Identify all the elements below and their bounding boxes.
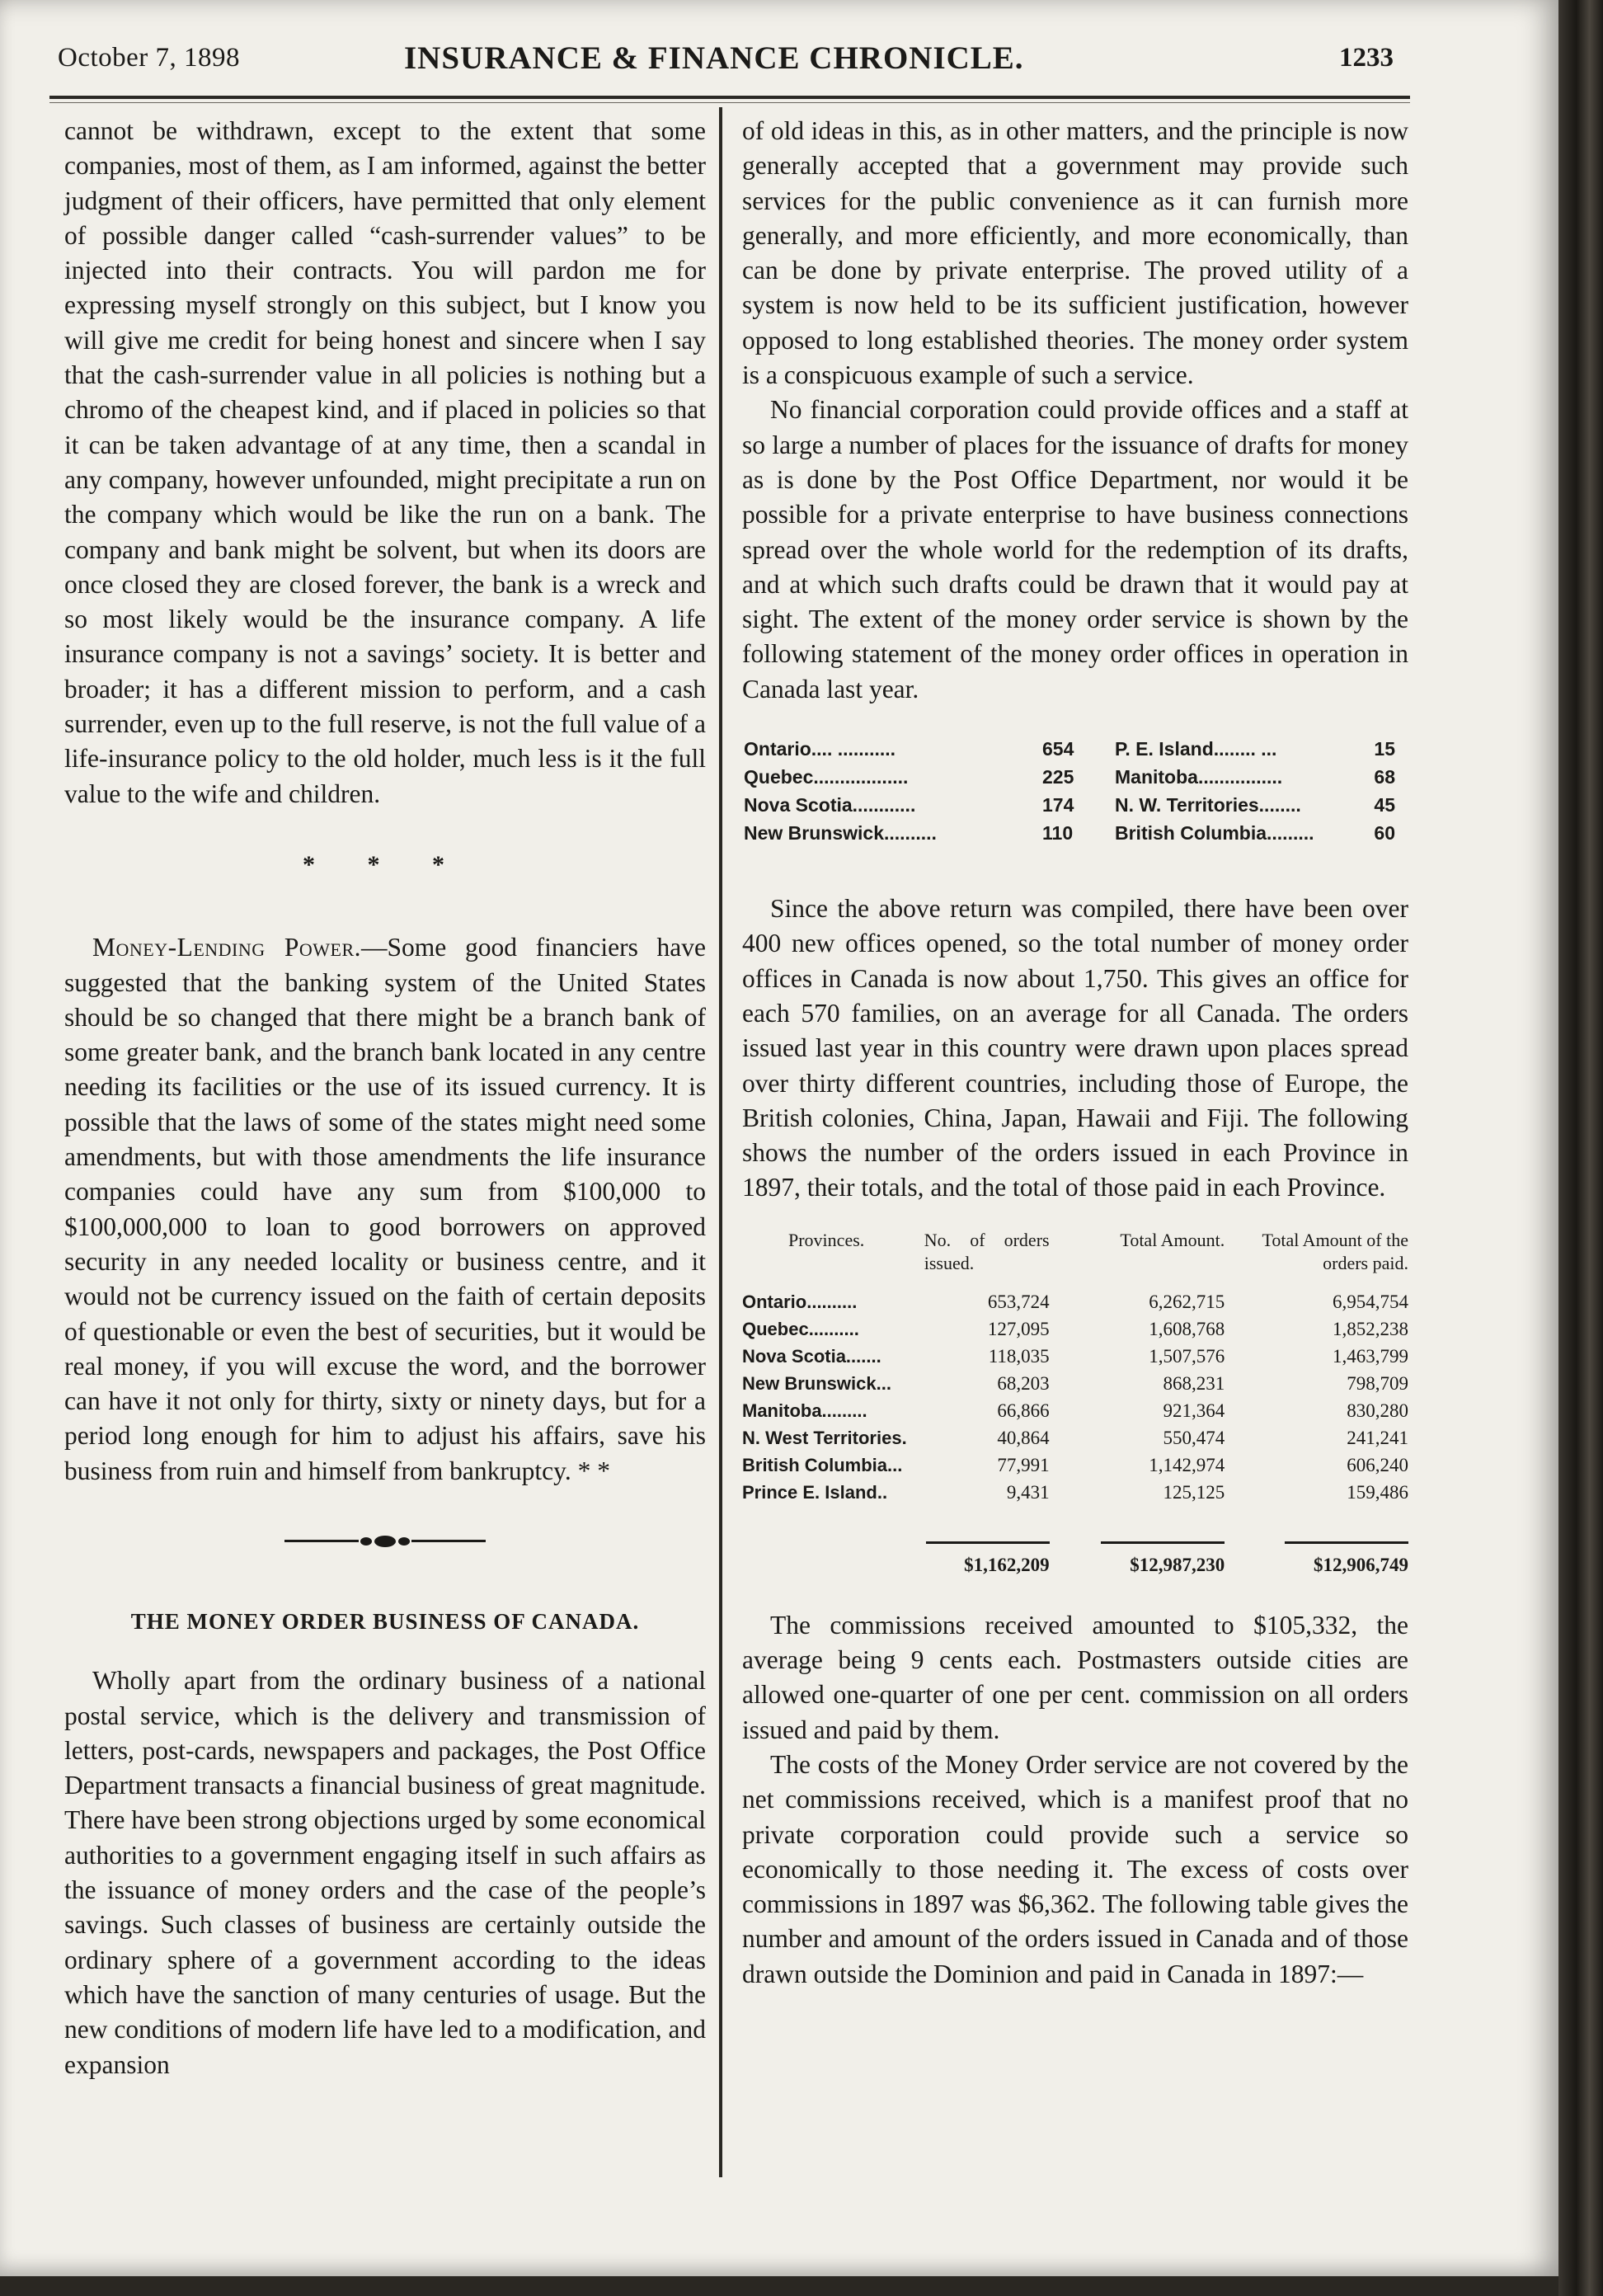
orders-amount: 868,231 bbox=[1163, 1372, 1225, 1394]
column-header-orders: No. of orders issued. bbox=[924, 1229, 1050, 1273]
table-row bbox=[742, 1370, 1408, 1397]
page-header bbox=[58, 38, 1394, 87]
office-name: Nova Scotia............ bbox=[744, 794, 916, 816]
office-count: 225 bbox=[1042, 766, 1074, 788]
province-orders-table bbox=[742, 1229, 1408, 1578]
header-title: INSURANCE & FINANCE CHRONICLE. bbox=[404, 40, 1024, 76]
office-name: Manitoba................ bbox=[1115, 766, 1283, 788]
office-entry bbox=[1115, 763, 1395, 791]
orders-count: 118,035 bbox=[988, 1345, 1050, 1367]
office-name: P. E. Island........ ... bbox=[1115, 738, 1277, 760]
office-name: N. W. Territories........ bbox=[1115, 794, 1301, 816]
table-total-row bbox=[742, 1506, 1408, 1578]
office-count: 60 bbox=[1374, 822, 1395, 845]
office-name: British Columbia......... bbox=[1115, 822, 1314, 845]
orders-amount: 921,364 bbox=[1163, 1400, 1225, 1421]
province-name: Quebec.......... bbox=[742, 1318, 859, 1339]
office-entry bbox=[1115, 735, 1395, 763]
header-rule-thin bbox=[49, 102, 1410, 103]
orders-paid: 1,463,799 bbox=[1333, 1345, 1408, 1367]
office-count: 68 bbox=[1374, 766, 1395, 788]
office-count: 45 bbox=[1374, 794, 1395, 816]
province-name: N. West Territories. bbox=[742, 1427, 907, 1448]
total-orders: $1,162,209 bbox=[964, 1554, 1050, 1575]
orders-amount: 1,608,768 bbox=[1149, 1318, 1225, 1339]
province-name: Prince E. Island.. bbox=[742, 1481, 888, 1503]
orders-paid: 6,954,754 bbox=[1333, 1291, 1408, 1312]
section-heading: THE MONEY ORDER BUSINESS OF CANADA. bbox=[130, 1608, 640, 1634]
orders-paid: 241,241 bbox=[1347, 1427, 1408, 1448]
orders-paid: 606,240 bbox=[1347, 1454, 1408, 1475]
orders-amount: 6,262,715 bbox=[1149, 1291, 1225, 1312]
right-paragraph-1: of old ideas in this, as in other matters, and the principle is now generally accepted that a government may provide such services for the public convenience as it can furnish more generally, and more efficiently, and more economically, than can be done by private enterprise. The proved utility of a system is now held to be its sufficient justification, however opposed to long established theories. The money order system is a conspicuous example of such a service. bbox=[742, 116, 1408, 390]
orders-count: 68,203 bbox=[997, 1372, 1050, 1394]
office-count: 654 bbox=[1042, 738, 1074, 760]
left-paragraph-1: cannot be withdrawn, except to the extent that some companies, most of them, as I am informed, against the better judgment of their officers, have permitted that only element of possible danger called “cash-surrender values” to be injected into their contracts. You will pardon me for expressing myself strongly on this subject, but I know you will give me credit for being honest and sincere when I say that the cash-surrender value in all policies is nothing but a chromo of the cheapest kind, and if placed in policies so that it can be taken advantage of at any time, then a scandal in any company, however unfounded, might precipitate a run on the company which would be like the run on a bank. The company and bank might be solvent, but when its doors are once closed they are closed forever, the bank is a wreck and so most likely would be the insurance company. A life insurance company is not a savings’ society. It is better and broader; it has a different mission to perform, and a cash surrender, even up to the full reserve, is not the full value of a life-insurance policy to the old holder, much less is it the full value to the wife and children. bbox=[64, 116, 706, 808]
orders-amount: 1,142,974 bbox=[1149, 1454, 1225, 1475]
province-name: Ontario.......... bbox=[742, 1291, 858, 1312]
paragraph-title: Money-Lending Power. bbox=[92, 933, 362, 962]
table-row bbox=[742, 1315, 1408, 1343]
table-header-row bbox=[742, 1229, 1408, 1288]
left-paragraph-3: Wholly apart from the ordinary business of a national postal service, which is the delivery and transmission of letters, post-cards, newspapers and packages, the Post Office Department transacts a financial business of great magnitude. There have been strong objections urged by some economical authorities to a government engaging itself in such affairs as the issuance of money orders and the case of the people’s savings. Such classes of business are certainly outside the ordinary sphere of a government according to the ideas which have the sanction of many centuries of usage. But the new conditions of modern life have led to a modification, and expansion bbox=[64, 1666, 706, 2079]
left-paragraph-2 bbox=[64, 930, 706, 1489]
column-header-amount: Total Amount. bbox=[1120, 1229, 1225, 1250]
orders-paid: 798,709 bbox=[1347, 1372, 1408, 1394]
table-row bbox=[742, 1397, 1408, 1424]
offices-list bbox=[744, 735, 1408, 847]
office-count: 174 bbox=[1042, 794, 1074, 816]
right-column bbox=[742, 114, 1408, 1992]
header-page-number: 1233 bbox=[1339, 43, 1394, 73]
table-row bbox=[742, 1451, 1408, 1479]
total-paid: $12,906,749 bbox=[1314, 1554, 1408, 1575]
orders-count: 66,866 bbox=[997, 1400, 1050, 1421]
table-row bbox=[742, 1479, 1408, 1506]
section-ornament bbox=[64, 1536, 706, 1546]
orders-count: 77,991 bbox=[997, 1454, 1050, 1475]
right-paragraph-5: The costs of the Money Order service are not covered by the net commissions received, which is a manifest proof that no private corporation could provide such a service so economically to those needing it. The excess of costs over commissions in 1897 was $6,362. The following table gives the number and amount of the orders issued in Canada and of those drawn outside the Dominion and paid in Canada in 1897:— bbox=[742, 1749, 1408, 1988]
table-row bbox=[742, 1343, 1408, 1370]
orders-paid: 159,486 bbox=[1347, 1481, 1408, 1503]
left-column bbox=[64, 114, 706, 2082]
office-count: 110 bbox=[1042, 822, 1074, 845]
office-name: Ontario.... ........... bbox=[744, 738, 896, 760]
orders-amount: 125,125 bbox=[1163, 1481, 1225, 1503]
column-divider bbox=[719, 107, 722, 2177]
office-name: New Brunswick.......... bbox=[744, 822, 937, 845]
orders-amount: 1,507,576 bbox=[1149, 1345, 1225, 1367]
right-paragraph-2: No financial corporation could provide offices and a staff at so large a number of places for the issuance of drafts for money as is done by the Post Office Department, nor would it be possible for a private enterprise to have business connections spread over the whole world for the redemption of its drafts, and at which such drafts could be drawn that it would pay at sight. The extent of the money order service is shown by the following statement of the money order offices in operation in Canada last year. bbox=[742, 395, 1408, 703]
province-name: Nova Scotia....... bbox=[742, 1345, 881, 1367]
table-row bbox=[742, 1424, 1408, 1451]
orders-paid: 830,280 bbox=[1347, 1400, 1408, 1421]
right-paragraph-3: Since the above return was compiled, there have been over 400 new offices opened, so the total number of money order offices in Canada is now about 1,750. This gives an office for each 570 families, on an average for all Canada. The orders issued last year in this country were drawn upon places spread over thirty different countries, including those of Europe, the British colonies, China, Japan, Hawaii and Fiji. The following shows the number of the orders issued in each Province in 1897, their totals, and the total of those paid in each Province. bbox=[742, 894, 1408, 1202]
province-name: New Brunswick... bbox=[742, 1372, 891, 1394]
office-entry bbox=[1115, 819, 1395, 847]
province-name: Manitoba......... bbox=[742, 1400, 867, 1421]
header-rule bbox=[49, 96, 1410, 99]
office-entry bbox=[1115, 791, 1395, 819]
orders-count: 127,095 bbox=[987, 1318, 1050, 1339]
orders-count: 40,864 bbox=[997, 1427, 1050, 1448]
office-name: Quebec.................. bbox=[744, 766, 909, 788]
office-count: 15 bbox=[1374, 738, 1395, 760]
right-paragraph-4: The commissions received amounted to $105,332, the average being 9 cents each. Postmasters outside cities are allowed one-quarter of one per cent. commission on all orders issued and paid by them. bbox=[742, 1610, 1408, 1744]
table-row bbox=[742, 1288, 1408, 1315]
orders-paid: 1,852,238 bbox=[1333, 1318, 1408, 1339]
orders-count: 9,431 bbox=[1006, 1481, 1050, 1503]
total-amount: $12,987,230 bbox=[1130, 1554, 1225, 1575]
section-stars: * * * bbox=[303, 850, 468, 878]
orders-count: 653,724 bbox=[987, 1291, 1050, 1312]
orders-amount: 550,474 bbox=[1163, 1427, 1225, 1448]
book-spine bbox=[1558, 0, 1603, 2296]
header-date: October 7, 1898 bbox=[58, 43, 241, 73]
province-name: British Columbia... bbox=[742, 1454, 903, 1475]
column-header-paid: Total Amount of the orders paid. bbox=[1262, 1229, 1408, 1273]
paragraph-body: —Some good financiers have suggested that the banking system of the United States should be so changed that there might be a branch bank of some greater bank, and the branch bank located in any centre needing its facilities or the use of its issued currency. It is possible that the laws of some of the states might need some amendments, but with those amendments the life insurance companies could have any sum from $100,000 to $100,000,000 to loan to good borrowers on approved security in any needed locality or business centre, and it would not be currency issued on the faith of certain deposits of questionable or even the best of securities, but it would be real money, if you will excuse the word, and the borrower can have it not only for thirty, sixty or ninety days, but for a period long enough for him to adjust his affairs, save his business from ruin and himself from bankruptcy. * * bbox=[64, 933, 706, 1485]
column-header-provinces: Provinces. bbox=[788, 1229, 865, 1250]
